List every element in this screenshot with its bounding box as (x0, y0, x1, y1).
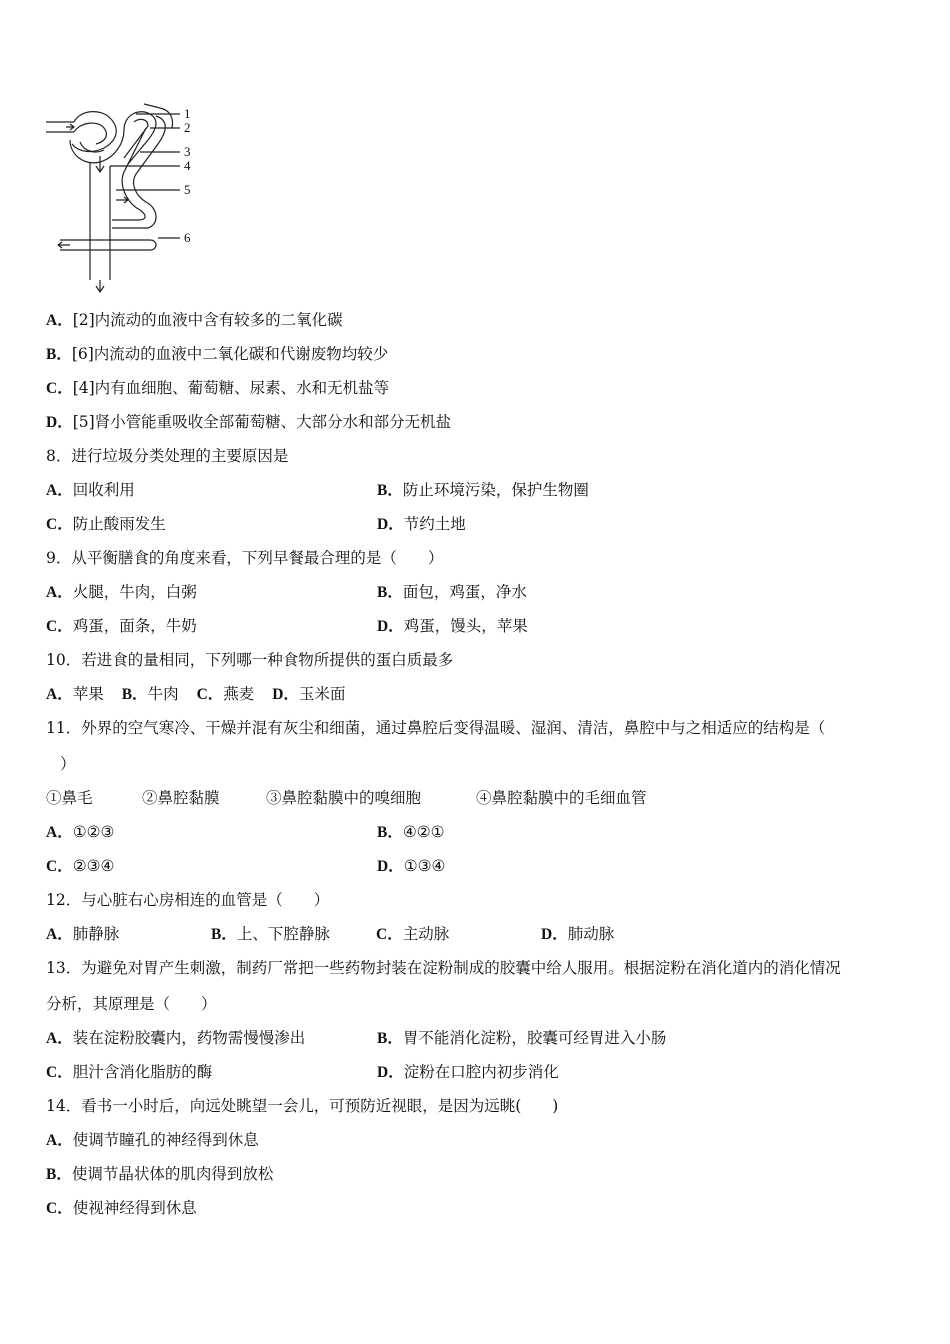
q9-option-b: B．面包，鸡蛋，净水 (377, 583, 527, 601)
q12-options (46, 924, 706, 945)
q11-items (46, 788, 647, 808)
q13-option-b: B．胃不能消化淀粉，胶囊可经胃进入小肠 (377, 1029, 667, 1047)
q13-stem-line2: 分析，其原理是（ ） (46, 995, 217, 1013)
q10-option-c: C．燕麦 (196, 685, 255, 703)
q9-option-c: C．鸡蛋，面条，牛奶 (46, 617, 197, 635)
q9-option-a: A．火腿，牛肉，白粥 (46, 583, 197, 601)
q11-item-1: ①鼻毛 (46, 789, 93, 807)
q7-option-d: D．[5]肾小管能重吸收全部葡萄糖、大部分水和部分无机盐 (46, 413, 452, 431)
q11-item-2: ②鼻腔黏膜 (142, 789, 220, 807)
q11-item-4: ④鼻腔黏膜中的毛细血管 (476, 789, 647, 807)
q10-options (46, 684, 364, 705)
q13-option-d: D．淀粉在口腔内初步消化 (377, 1063, 559, 1081)
q12-option-b: B．上、下腔静脉 (211, 925, 330, 943)
q9-stem: 9．从平衡膳食的角度来看，下列早餐最合理的是（ ） (46, 549, 444, 567)
q13-stem-line1: 13．为避免对胃产生刺激，制药厂常把一些药物封装在淀粉制成的胶囊中给人服用。根据淀粉在消化道内的消化情况 (46, 959, 841, 977)
q8-stem: 8．进行垃圾分类处理的主要原因是 (46, 447, 289, 465)
nephron-diagram (40, 100, 210, 300)
q11-option-b: B．④②① (377, 823, 445, 841)
q11-option-c: C．②③④ (46, 857, 115, 875)
q9-option-d: D．鸡蛋，馒头，苹果 (377, 617, 528, 635)
q14-stem: 14．看书一小时后，向远处眺望一会儿，可预防近视眼，是因为远眺( ) (46, 1097, 559, 1115)
q7-option-c: C．[4]内有血细胞、葡萄糖、尿素、水和无机盐等 (46, 379, 390, 397)
glomerulus (72, 112, 116, 152)
q14-option-a: A．使调节瞳孔的神经得到休息 (46, 1131, 259, 1149)
diagram-label-3: 3 (184, 144, 191, 159)
q7-option-a: A．[2]内流动的血液中含有较多的二氧化碳 (46, 311, 343, 329)
q12-option-c: C．主动脉 (376, 925, 450, 943)
q12-option-d: D．肺动脉 (541, 925, 615, 943)
q11-option-a: A．①②③ (46, 823, 115, 841)
q12-stem: 12．与心脏右心房相连的血管是（ ） (46, 891, 330, 909)
q8-option-a: A．回收利用 (46, 481, 135, 499)
q8-option-b: B．防止环境污染，保护生物圈 (377, 481, 589, 499)
q14-option-b: B．使调节晶状体的肌肉得到放松 (46, 1165, 274, 1183)
q14-option-c: C．使视神经得到休息 (46, 1199, 197, 1217)
diagram-label-1: 1 (184, 106, 191, 121)
q10-option-a: A．苹果 (46, 685, 104, 703)
diagram-label-4: 4 (184, 158, 191, 173)
diagram-label-5: 5 (184, 182, 191, 197)
efferent-vessel (60, 240, 156, 250)
q12-option-a: A．肺静脉 (46, 925, 120, 943)
q13-option-c: C．胆汁含消化脂肪的酶 (46, 1063, 213, 1081)
q10-option-d: D．玉米面 (272, 685, 346, 703)
diagram-label-2: 2 (184, 120, 191, 135)
q8-option-d: D．节约土地 (377, 515, 466, 533)
q11-stem-line2: ） (60, 755, 76, 773)
q10-option-b: B．牛肉 (121, 685, 179, 703)
q10-stem: 10．若进食的量相同，下列哪一种食物所提供的蛋白质最多 (46, 651, 454, 669)
q11-stem-line1: 11．外界的空气寒冷、干燥并混有灰尘和细菌，通过鼻腔后变得温暖、湿润、清洁，鼻腔中与之相适应的结构是（ (46, 719, 826, 737)
q11-item-3: ③鼻腔黏膜中的嗅细胞 (266, 789, 422, 807)
q11-option-d: D．①③④ (377, 857, 446, 875)
q13-option-a: A．装在淀粉胶囊内，药物需慢慢渗出 (46, 1029, 306, 1047)
diagram-label-6: 6 (184, 230, 191, 245)
q7-option-b: B．[6]内流动的血液中二氧化碳和代谢废物均较少 (46, 345, 389, 363)
q8-option-c: C．防止酸雨发生 (46, 515, 166, 533)
renal-tubule (112, 116, 165, 228)
